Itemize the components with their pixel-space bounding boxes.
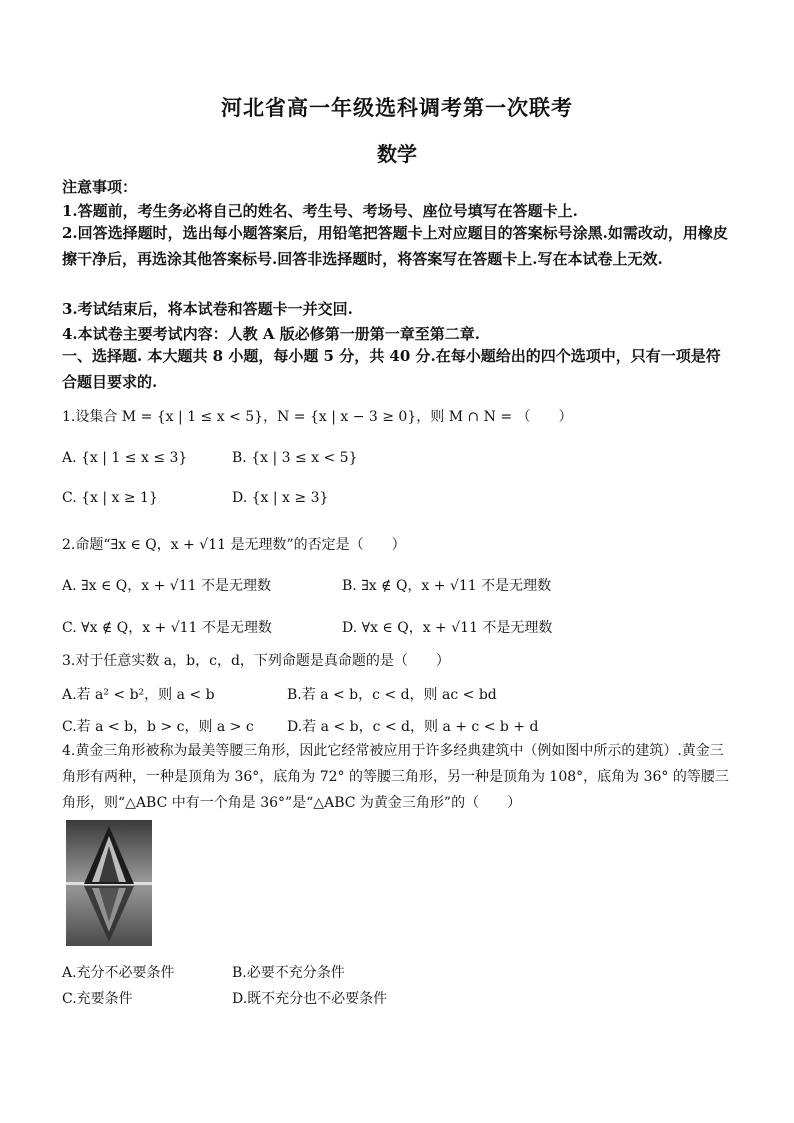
golden-triangle-building-photo (66, 820, 152, 946)
subject-title: 数学 (377, 142, 417, 166)
note-3: 3.考试结束后，将本试卷和答题卡一并交回. (62, 300, 353, 318)
q2-option-a: A. ∃x ∈ Q，x + √11 不是无理数 (62, 578, 271, 594)
q3-option-d: D.若 a < b，c < d，则 a + c < b + d (287, 719, 539, 735)
q3-option-c: C.若 a < b，b > c，则 a > c (62, 719, 254, 735)
q1-option-c: C. {x | x ≥ 1} (62, 490, 158, 506)
q1-option-a: A. {x | 1 ≤ x ≤ 3} (62, 450, 188, 466)
q4-option-c: C.充要条件 (62, 991, 133, 1007)
q3-option-b: B.若 a < b，c < d，则 ac < bd (287, 687, 497, 703)
q4-option-d: D.既不充分也不必要条件 (232, 991, 388, 1007)
note-2: 2.回答选择题时，选出每小题答案后，用铅笔把答题卡上对应题目的答案标号涂黑.如需改动，用橡皮擦干净后，再选涂其他答案标号.回答非选择题时，将答案写在答题卡上.写在本试卷上无效. (62, 224, 728, 268)
question-4-stem: 4.黄金三角形被称为最美等腰三角形，因此它经常被应用于许多经典建筑中（例如图中所示的建筑）.黄金三角形有两种，一种是顶角为 36°，底角为 72° 的等腰三角形，另一种是顶角为 108°，底角为 36° 的等腰三角形，则“△ABC 中有一个角是 36°”是“△ABC 为黄金三角形”的（ ） (62, 743, 729, 811)
q4-option-b: B.必要不充分条件 (232, 965, 345, 981)
question-2-stem: 2.命题“∃x ∈ Q，x + √11 是无理数”的否定是（ ） (62, 537, 406, 553)
q1-option-b: B. {x | 3 ≤ x < 5} (232, 450, 358, 466)
question-3-stem: 3.对于任意实数 a，b，c，d，下列命题是真命题的是（ ） (62, 653, 450, 669)
question-1-stem: 1.设集合 M = {x | 1 ≤ x < 5}，N = {x | x − 3 ≥ 0}，则 M ∩ N = （ ） (62, 409, 573, 425)
q3-option-a: A.若 a² < b²，则 a < b (62, 687, 215, 703)
page-title: 河北省高一年级选科调考第一次联考 (221, 95, 573, 120)
q2-option-d: D. ∀x ∈ Q，x + √11 不是无理数 (342, 620, 553, 636)
q1-option-d: D. {x | x ≥ 3} (232, 490, 329, 506)
q2-option-c: C. ∀x ∉ Q，x + √11 不是无理数 (62, 620, 272, 636)
q4-option-a: A.充分不必要条件 (62, 965, 175, 981)
note-4: 4.本试卷主要考试内容：人教 A 版必修第一册第一章至第二章. (62, 325, 480, 343)
notes-heading: 注意事项： (62, 178, 138, 196)
section-heading: 一、选择题. 本大题共 8 小题，每小题 5 分，共 40 分.在每小题给出的四个选项中，只有一项是符合题目要求的. (62, 347, 721, 391)
q2-option-b: B. ∃x ∉ Q，x + √11 不是无理数 (342, 578, 552, 594)
note-1: 1.答题前，考生务必将自己的姓名、考生号、考场号、座位号填写在答题卡上. (62, 202, 578, 220)
